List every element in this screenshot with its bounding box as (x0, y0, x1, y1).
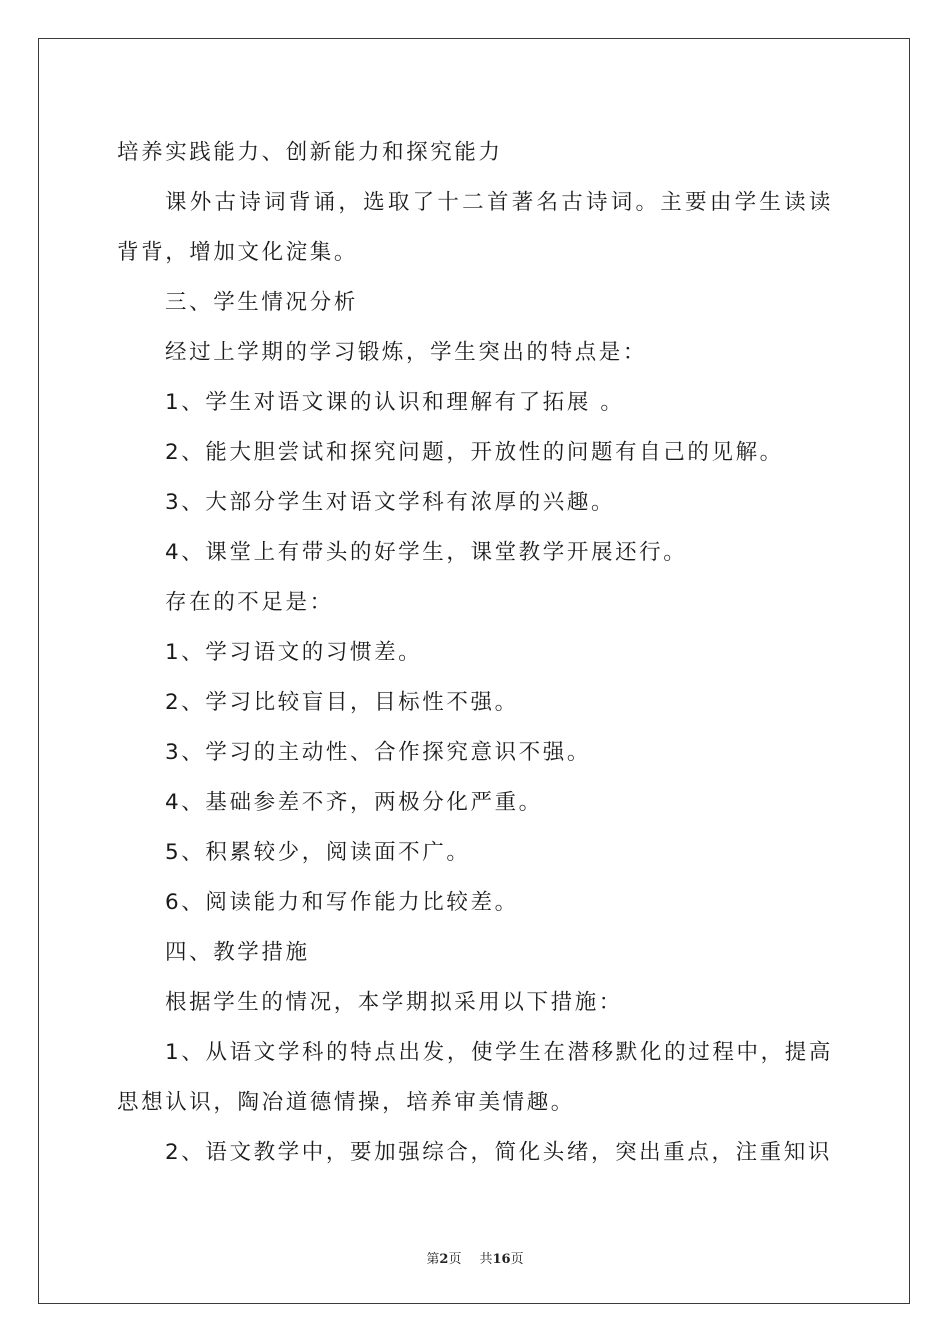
list-item: 6、阅读能力和写作能力比较差。 (165, 890, 519, 915)
total-pages: 16 (492, 1252, 511, 1267)
page-prefix: 第 (426, 1252, 440, 1267)
paragraph: 培养实践能力、创新能力和探究能力 (117, 140, 503, 165)
paragraph: 课外古诗词背诵，选取了十二首著名古诗词。主要由学生读读背背，增加文化淀集。 (117, 190, 833, 265)
total-suffix: 页 (510, 1252, 524, 1267)
section-heading: 四、教学措施 (165, 940, 310, 965)
list-item: 3、大部分学生对语文学科有浓厚的兴趣。 (165, 490, 616, 515)
paragraph: 经过上学期的学习锻炼，学生突出的特点是： (165, 340, 648, 365)
page-footer (0, 1248, 950, 1267)
list-item: 1、学习语文的习惯差。 (165, 640, 423, 665)
paragraph: 根据学生的情况，本学期拟采用以下措施： (165, 990, 623, 1015)
list-item: 2、学习比较盲目，目标性不强。 (165, 690, 519, 715)
list-item: 2、能大胆尝试和探究问题，开放性的问题有自己的见解。 (165, 440, 784, 465)
document-body (117, 128, 833, 1178)
list-item: 5、积累较少，阅读面不广。 (165, 840, 471, 865)
list-item: 1、学生对语文课的认识和理解有了拓展 。 (165, 390, 625, 415)
section-heading: 三、学生情况分析 (165, 290, 358, 315)
page-suffix: 页 (448, 1252, 462, 1267)
list-item: 4、基础参差不齐，两极分化严重。 (165, 790, 543, 815)
paragraph: 存在的不足是： (165, 590, 334, 615)
page-number: 2 (439, 1252, 449, 1267)
list-item: 3、学习的主动性、合作探究意识不强。 (165, 740, 591, 765)
list-item: 2、语文教学中，要加强综合，简化头绪，突出重点，注重知识 (165, 1140, 832, 1165)
list-item: 1、从语文学科的特点出发，使学生在潜移默化的过程中，提高思想认识，陶冶道德情操，培养审美情趣。 (117, 1040, 833, 1115)
list-item: 4、课堂上有带头的好学生，课堂教学开展还行。 (165, 540, 688, 565)
total-prefix: 共 (479, 1252, 493, 1267)
